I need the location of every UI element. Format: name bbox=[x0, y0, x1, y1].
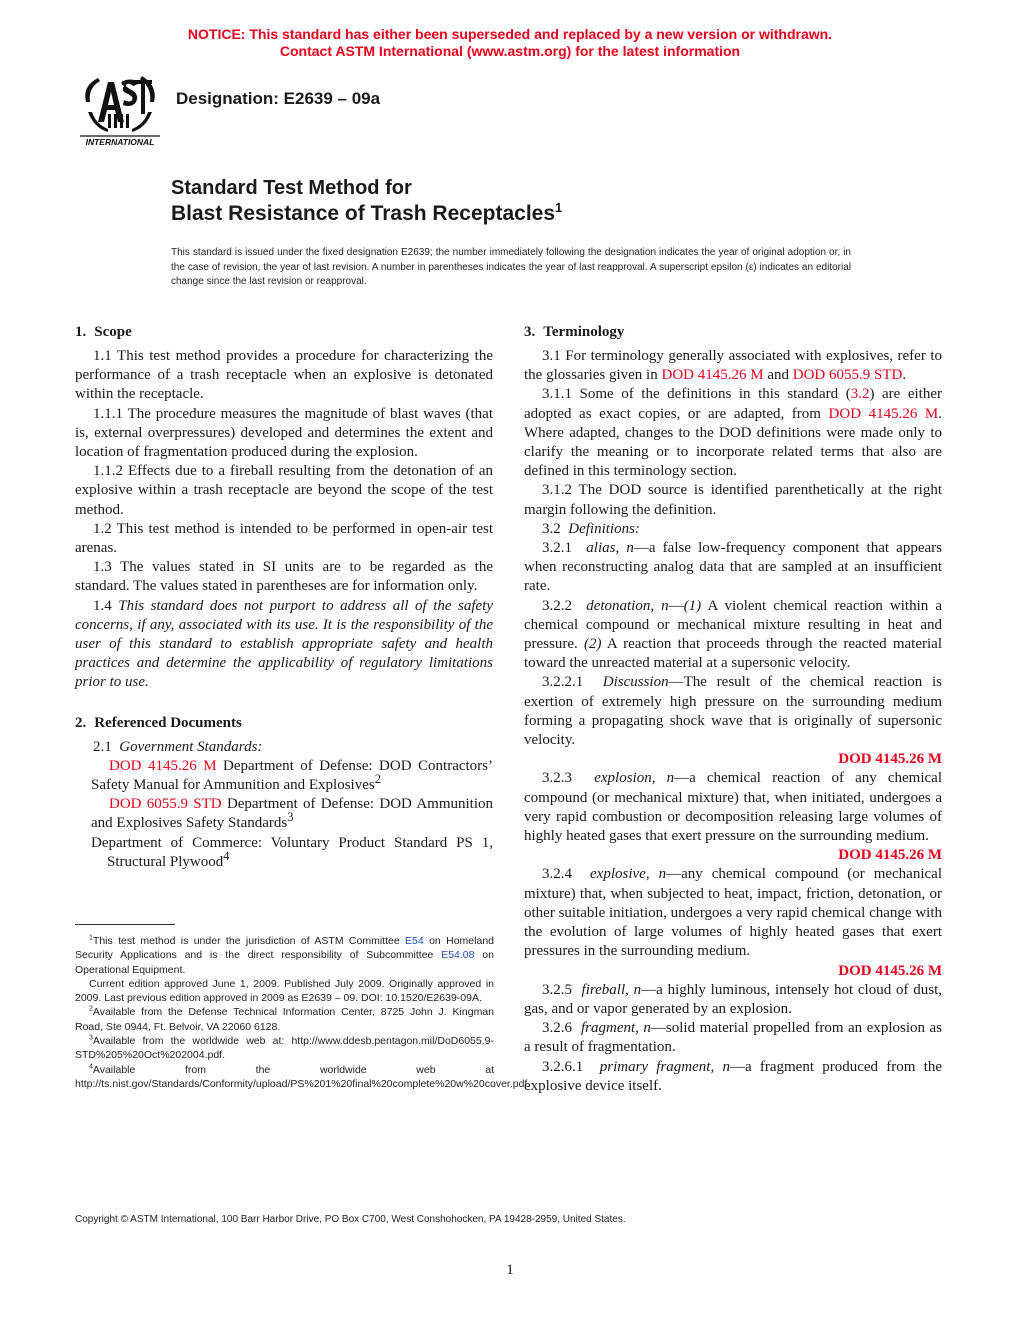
subcommittee-e54-08-link[interactable]: E54.08 bbox=[441, 949, 475, 962]
scope-1-4-num: 1.4 bbox=[93, 597, 112, 614]
def-explosion-text: —a chemical reaction of any chemical compound (or mechanical mixture) that, when initiated, undergoes a very rapid combustion or decomposition releasing large volumes of highly heated gases that exert pressure on the surrounding medium. bbox=[524, 770, 942, 845]
def-alias-num: 3.2.1 bbox=[542, 540, 572, 557]
right-column bbox=[524, 322, 942, 1096]
def-fireball-text: —a highly luminous, intensely hot cloud of dust, gas, and or vapor generated by an explosion. bbox=[524, 981, 942, 1017]
term-3-1-1-text-b: ) are either adopted as exact copies, or are adapted, from bbox=[524, 386, 942, 422]
scope-1-1: 1.1 This test method provides a procedure for characterizing the performance of a trash receptacle when an explosive is detonated within the receptacle. bbox=[75, 348, 493, 403]
footnote-1-edition: Current edition approved June 1, 2009. Published July 2009. Originally approved in 2009. Last previous edition approved in 2009 as E2639 – 09. DOI: 10.1520/E2639-09A. bbox=[75, 977, 494, 1005]
footnote-3-mark: 3 bbox=[89, 1034, 93, 1042]
term-3-1-1-text-c: . Where adapted, changes to the DOD definitions were made only to clarify the meaning or to incorporate related terms that also are defined in this terminology section. bbox=[524, 405, 942, 480]
def-alias bbox=[524, 539, 942, 597]
def-explosive-source: DOD 4145.26 M bbox=[838, 962, 942, 979]
scope-1-2: 1.2 This test method is intended to be performed in open-air test arenas. bbox=[75, 520, 493, 557]
ref-dod-6055 bbox=[75, 795, 493, 833]
ref-dod-6055-sup: 3 bbox=[287, 810, 294, 825]
term-3-1-1 bbox=[524, 385, 942, 481]
term-3-2-label: Definitions: bbox=[568, 520, 640, 537]
def-discussion-source: DOD 4145.26 M bbox=[838, 751, 942, 768]
term-3-1-text-c: . bbox=[902, 367, 907, 384]
def-fireball-num: 3.2.5 bbox=[542, 981, 572, 998]
footnote-1 bbox=[75, 934, 494, 977]
def-primary-fragment bbox=[524, 1058, 942, 1096]
title-line-1: Standard Test Method for bbox=[171, 177, 412, 199]
astm-logo-graphic bbox=[78, 72, 162, 150]
term-3-1-dod-4145-link[interactable]: DOD 4145.26 M bbox=[661, 367, 764, 384]
def-fragment bbox=[524, 1019, 942, 1057]
term-3-1-dod-6055-link[interactable]: DOD 6055.9 STD bbox=[792, 367, 903, 384]
astm-logo-icon bbox=[78, 72, 162, 150]
refdocs-heading bbox=[75, 713, 493, 733]
left-column bbox=[75, 322, 493, 872]
designation: Designation: E2639 – 09a bbox=[176, 89, 381, 108]
notice-line-2: Contact ASTM International (www.astm.org) for the latest information bbox=[279, 43, 741, 59]
terminology-heading-text: Terminology bbox=[543, 324, 625, 340]
terminology-heading-num: 3. bbox=[524, 324, 536, 340]
def-detonation-dash: — bbox=[668, 597, 684, 614]
term-3-2-num: 3.2 bbox=[542, 520, 561, 537]
withdrawn-notice bbox=[0, 26, 1020, 60]
logo-label: INTERNATIONAL bbox=[85, 137, 155, 147]
footnote-4-mark: 4 bbox=[89, 1063, 93, 1071]
refdocs-heading-num: 2. bbox=[75, 714, 87, 731]
title-line-2 bbox=[171, 201, 562, 227]
def-primary-fragment-text: —a fragment produced from the explosive device itself. bbox=[524, 1058, 943, 1094]
ref-dod-4145-link[interactable]: DOD 4145.26 M bbox=[109, 757, 217, 774]
term-3-1-1-dod-4145-link[interactable]: DOD 4145.26 M bbox=[828, 405, 939, 422]
ref-dod-6055-text: Department of Defense: DOD Ammunition and Explosives Safety Standards bbox=[91, 796, 493, 832]
def-explosive-text: —any chemical compound (or mechanical mixture) that, when subjected to heat, impact, friction, detonation, or other suitable initiation, undergoes a very rapid chemical change with the evolution of large volumes of highly heated gases that exert pressures in the surrounding medium. bbox=[524, 866, 942, 960]
title-line-2-text: Blast Resistance of Trash Receptacles bbox=[171, 202, 556, 225]
scope-1-4-text: This standard does not purport to address all of the safety concerns, if any, associated with its use. It is the responsibility of the user of this standard to establish appropriate safety and health practices and determine the applicability of regulatory limitations prior to use. bbox=[75, 597, 494, 691]
terminology-heading bbox=[524, 322, 942, 342]
scope-1-1-1: 1.1.1 The procedure measures the magnitude of blast waves (that is, external overpressures) developed and determines the extent and location of fragmentation produced during the explosion. bbox=[75, 405, 493, 461]
footnote-1-text-a: This test method is under the jurisdiction of ASTM Committee bbox=[92, 935, 406, 947]
def-alias-term: alias, n bbox=[586, 540, 634, 557]
footnote-2-mark: 2 bbox=[89, 1005, 93, 1013]
scope-1-4 bbox=[75, 597, 493, 693]
def-detonation-mark-2: (2) bbox=[583, 636, 602, 653]
ref-dod-4145 bbox=[75, 757, 493, 795]
footnote-2 bbox=[75, 1005, 494, 1034]
committee-e54-link[interactable]: E54 bbox=[405, 935, 424, 947]
def-fragment-term: fragment, n bbox=[581, 1020, 651, 1037]
refdocs-2-1-num: 2.1 bbox=[93, 738, 112, 755]
refdocs-heading-text: Referenced Documents bbox=[94, 714, 242, 731]
notice-line-1: NOTICE: This standard has either been superseded and replaced by a new version or withdrawn. bbox=[187, 26, 833, 42]
scope-heading-num: 1. bbox=[75, 324, 87, 340]
def-discussion bbox=[524, 673, 942, 769]
term-3-1-text-b: and bbox=[763, 367, 793, 384]
document-title bbox=[171, 175, 562, 227]
scope-1-3: 1.3 The values stated in SI units are to be regarded as the standard. The values stated in parentheses are for information only. bbox=[75, 559, 493, 595]
def-detonation bbox=[524, 597, 942, 674]
footnote-3 bbox=[75, 1034, 494, 1063]
def-primary-fragment-num: 3.2.6.1 bbox=[542, 1058, 584, 1075]
def-explosive-term: explosive, n bbox=[590, 866, 667, 883]
def-discussion-text: —The result of the chemical reaction is exertion of extremely high pressure on the surrounding medium forming a propagating shock wave that is originally of supersonic velocity. bbox=[524, 674, 942, 749]
ref-dod-4145-sup: 2 bbox=[374, 772, 381, 787]
footnotes bbox=[75, 934, 531, 1091]
footnote-4-text: Available from the worldwide web at http://ts.nist.gov/Standards/Conformity/upload/PS%201%20final%20complete%20w%20cover.pdf. bbox=[75, 1063, 531, 1090]
term-3-1 bbox=[524, 347, 942, 385]
def-fragment-text: —solid material propelled from an explosion as a result of fragmentation. bbox=[524, 1020, 942, 1056]
scope-heading bbox=[75, 322, 493, 342]
def-explosion bbox=[524, 769, 942, 865]
scope-heading-text: Scope bbox=[94, 324, 132, 340]
title-footnote-mark: 1 bbox=[555, 200, 563, 215]
def-detonation-text-1: A violent chemical reaction within a chemical compound or mechanical mixture resulting in heat and pressure. bbox=[524, 597, 942, 653]
footnote-1-text-b: on Homeland Security Applications and is the direct responsibility of Subcommittee bbox=[75, 935, 494, 962]
def-detonation-mark-1: (1) bbox=[683, 597, 702, 614]
ref-dod-4145-text: Department of Defense: DOD Contractors’ Safety Manual for Ammunition and Explosives bbox=[91, 757, 494, 794]
footnote-rule bbox=[75, 924, 175, 925]
def-discussion-term: Discussion bbox=[602, 674, 669, 691]
def-discussion-num: 3.2.2.1 bbox=[542, 674, 584, 691]
ref-dod-6055-link[interactable]: DOD 6055.9 STD bbox=[109, 796, 222, 813]
refdocs-2-1 bbox=[75, 738, 493, 757]
def-explosive bbox=[524, 865, 942, 980]
ref-ps1-sup: 4 bbox=[223, 848, 230, 863]
issued-note: This standard is issued under the fixed designation E2639; the number immediately following the designation indicates the year of original adoption or, in the case of revision, the year of last revision. A number in parentheses indicates the year of last reapproval. A superscript epsilon (ε) indicates an editorial change since the last revision or reapproval. bbox=[171, 247, 851, 287]
term-3-1-1-text-a: 3.1.1 Some of the definitions in this standard ( bbox=[542, 386, 851, 403]
term-3-2 bbox=[524, 520, 942, 539]
footnote-4 bbox=[75, 1063, 531, 1092]
def-fragment-num: 3.2.6 bbox=[542, 1020, 572, 1037]
def-explosive-num: 3.2.4 bbox=[542, 866, 572, 883]
scope-1-1-2: 1.1.2 Effects due to a fireball resulting from the detonation of an explosive within a trash receptacle are beyond the scope of the test method. bbox=[75, 463, 493, 518]
def-detonation-num: 3.2.2 bbox=[542, 597, 572, 614]
copyright: Copyright © ASTM International, 100 Barr Harbor Drive, PO Box C700, West Conshohocken, PA 19428-2959, United States. bbox=[75, 1214, 626, 1225]
ref-ps1-text: Department of Commerce: Voluntary Product Standard PS 1, Structural Plywood bbox=[91, 834, 493, 870]
def-explosion-num: 3.2.3 bbox=[542, 770, 572, 787]
footnote-1-text-c: on Operational Equipment. bbox=[75, 949, 494, 976]
footnote-1-mark: 1 bbox=[89, 934, 93, 942]
footnote-2-text: Available from the Defense Technical Information Center, 8725 John J. Kingman Road, Ste 0944, Ft. Belvoir, VA 22060 6128. bbox=[75, 1006, 494, 1033]
def-detonation-text-2: A reaction that proceeds through the reacted material toward the unreacted material at a supersonic velocity. bbox=[524, 636, 943, 672]
def-detonation-term: detonation, n bbox=[586, 597, 669, 614]
term-3-1-2: 3.1.2 The DOD source is identified parenthetically at the right margin following the definition. bbox=[524, 482, 942, 518]
def-fireball-term: fireball, n bbox=[581, 981, 642, 998]
def-primary-fragment-term: primary fragment, n bbox=[599, 1058, 730, 1075]
footnote-3-text: Available from the worldwide web at: http://www.ddesb.pentagon.mil/DoD6055.9-STD%205%20Oct%202004.pdf. bbox=[75, 1035, 494, 1062]
refdocs-2-1-label: Government Standards: bbox=[119, 738, 263, 755]
def-fireball bbox=[524, 981, 942, 1019]
ref-ps1 bbox=[67, 834, 493, 872]
def-alias-text: —a false low-frequency component that appears when reconstructing analog data that are sampled at an insufficient rate. bbox=[524, 540, 942, 595]
term-3-1-1-section-link[interactable]: 3.2 bbox=[850, 386, 870, 403]
page-number: 1 bbox=[506, 1262, 514, 1278]
def-explosion-source: DOD 4145.26 M bbox=[838, 847, 942, 864]
def-explosion-term: explosion, n bbox=[594, 770, 675, 787]
term-3-1-text-a: 3.1 For terminology generally associated with explosives, refer to the glossaries given in bbox=[524, 348, 942, 384]
